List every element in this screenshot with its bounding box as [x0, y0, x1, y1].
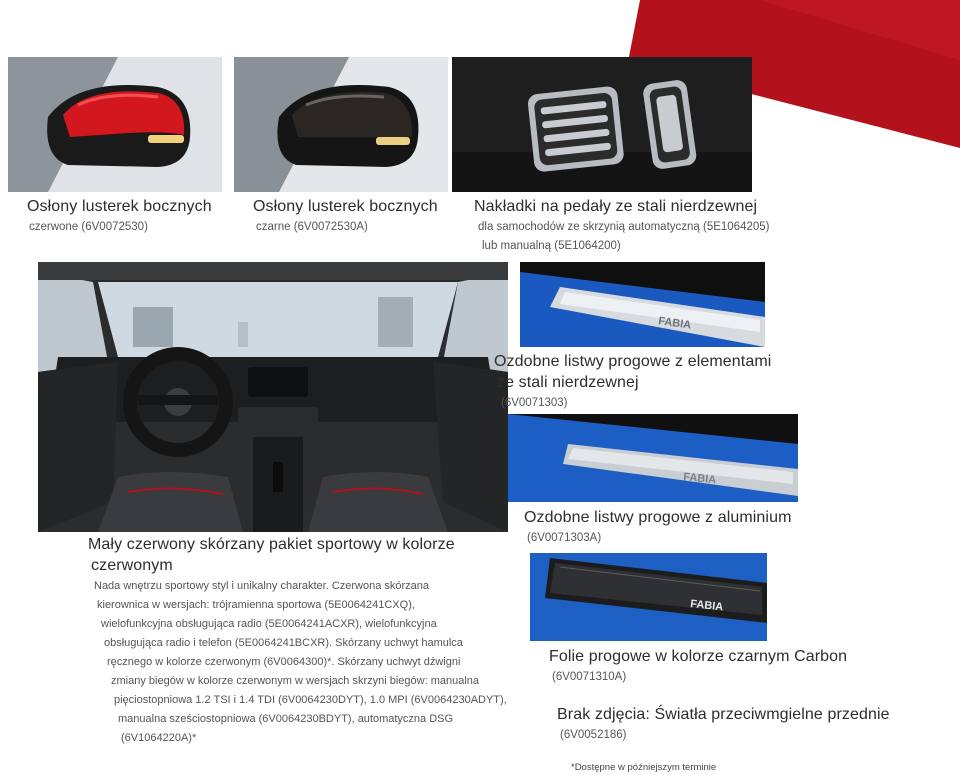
sill-alu-title: Ozdobne listwy progowe z aluminium: [524, 509, 792, 526]
sport-pack-desc-line: (6V1064220A)*: [121, 732, 197, 744]
footnote: *Dostępne w późniejszym terminie: [571, 762, 717, 773]
sport-pack-title-line1: Mały czerwony skórzany pakiet sportowy w kolorze: [88, 536, 455, 553]
sport-pack-desc-line: wielofunkcyjna obsługująca radio (5E0064241ACXR), wielofunkcyjna: [101, 618, 437, 630]
sport-pack-desc-line: pięciostopniowa 1.2 TSI i 1.4 TDI (6V0064230DYT), 1.0 MPI (6V0064230ADYT),: [114, 694, 507, 706]
pedals-code-manual: lub manualną (5E1064200): [482, 240, 621, 252]
sill-steel-code: (6V0071303): [501, 397, 568, 409]
sport-pack-desc-line: ręcznego w kolorze czerwonym (6V0064300)*. Skórzany uchwyt dźwigni: [107, 656, 461, 668]
sill-steel-title-line2: ze stali nierdzewnej: [497, 374, 639, 391]
sill-alu-fabia-label: FABIA: [682, 471, 717, 487]
mirror-red-code: czerwone (6V0072530): [29, 221, 148, 233]
sport-pack-desc-line: manualna sześciostopniowa (6V0064230BDYT), automatyczna DSG: [118, 713, 454, 725]
sport-pack-title-line2: czerwonym: [91, 557, 173, 574]
sill-steel-title-line1: Ozdobne listwy progowe z elementami: [494, 353, 772, 370]
fog-lights-title: Brak zdjęcia: Światła przeciwmgielne przednie: [557, 706, 890, 723]
sport-pack-desc-line: Nada wnętrzu sportowy styl i unikalny charakter. Czerwona skórzana: [94, 580, 430, 592]
mirror-black-title: Osłony lusterek bocznych: [253, 198, 438, 215]
carbon-film-code: (6V0071310A): [552, 671, 627, 683]
photo-sill-steel: [520, 262, 765, 347]
pedals-title: Nakładki na pedały ze stali nierdzewnej: [474, 198, 758, 215]
carbon-film-title: Folie progowe w kolorze czarnym Carbon: [549, 648, 848, 665]
photo-pedals: [452, 57, 752, 192]
photo-sill-alu: [508, 414, 798, 502]
photo-mirror-black: [234, 57, 448, 192]
photo-mirror-red: [8, 57, 222, 192]
sport-pack-desc-line: kierownica w wersjach: trójramienna sportowa (5E0064241CXQ),: [97, 599, 415, 611]
sill-alu-code: (6V0071303A): [527, 532, 602, 544]
mirror-red-title: Osłony lusterek bocznych: [27, 198, 212, 215]
sill-steel-fabia-label: FABIA: [657, 315, 692, 332]
sport-pack-desc-line: zmiany biegów w kolorze czerwonym w wersjach skrzyni biegów: manualna: [111, 675, 480, 687]
carbon-film-fabia-label: FABIA: [689, 598, 724, 614]
mirror-black-code: czarne (6V0072530A): [256, 221, 368, 233]
photo-interior: [38, 262, 508, 532]
sport-pack-desc-line: obsługująca radio i telefon (5E0064241BCXR). Skórzany uchwyt hamulca: [104, 637, 463, 649]
pedals-code-auto: dla samochodów ze skrzynią automatyczną (5E1064205): [478, 221, 770, 233]
photo-carbon-film: [530, 553, 767, 641]
fog-lights-code: (6V0052186): [560, 729, 627, 741]
